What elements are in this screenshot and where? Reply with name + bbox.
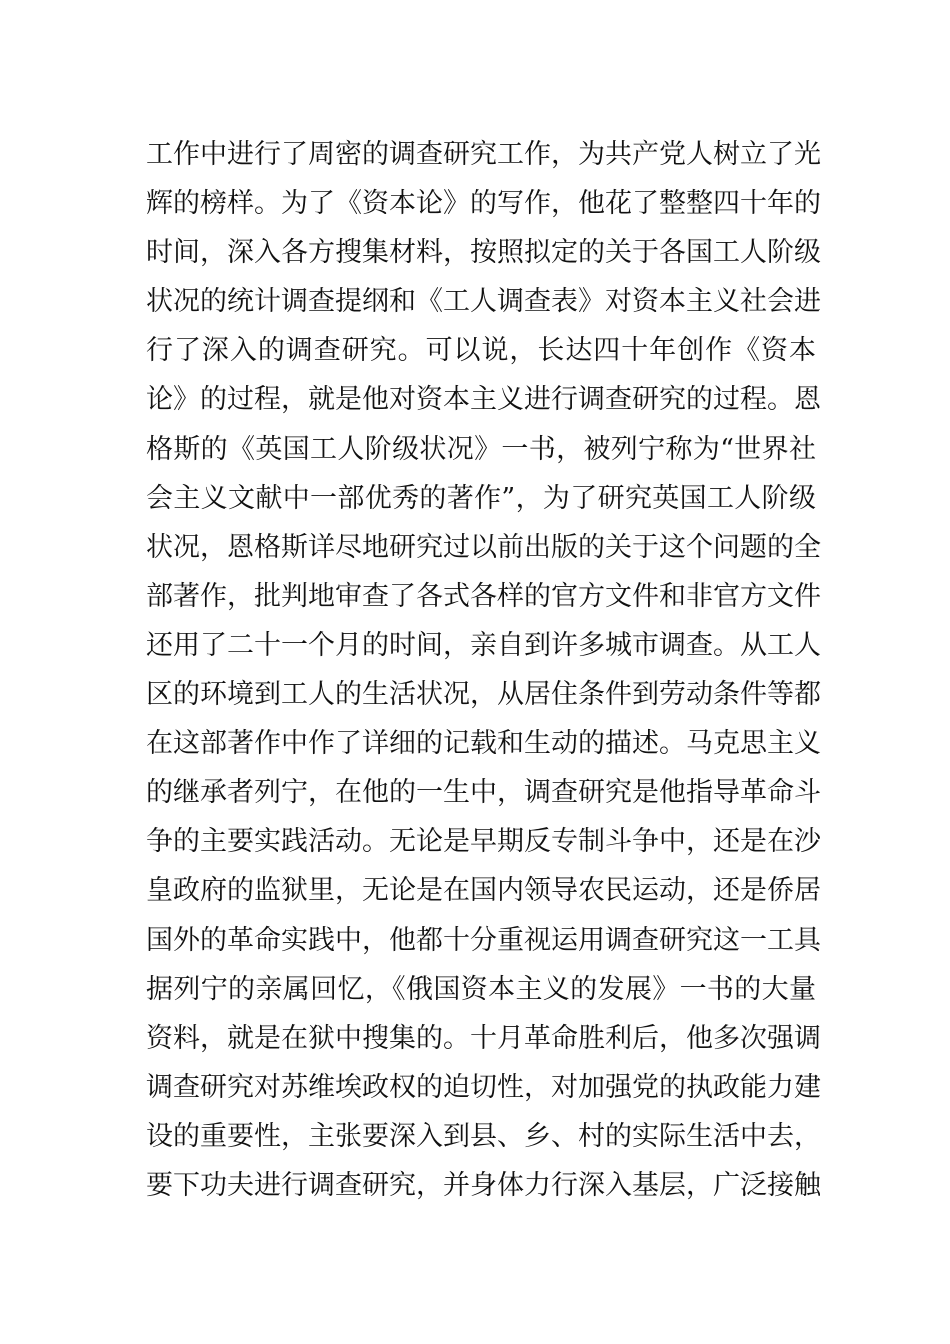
text-line: 论》的过程，就是他对资本主义进行调查研究的过程。恩 [146,384,821,416]
text-line: 状况的统计调查提纲和《工人调查表》对资本主义社会进 [146,286,821,318]
text-line: 争的主要实践活动。无论是早期反专制斗争中，还是在沙 [146,826,821,858]
body-paragraph [146,130,821,1210]
text-line: 状况，恩格斯详尽地研究过以前出版的关于这个问题的全 [146,531,821,563]
text-line: 资料，就是在狱中搜集的。十月革命胜利后，他多次强调 [146,1022,821,1054]
text-line: 要下功夫进行调查研究，并身体力行深入基层，广泛接触 [146,1169,821,1201]
text-line: 的继承者列宁，在他的一生中，调查研究是他指导革命斗 [146,777,821,809]
text-line: 皇政府的监狱里，无论是在国内领导农民运动，还是侨居 [146,875,821,907]
text-line: 会主义文献中一部优秀的著作”，为了研究英国工人阶级 [146,482,816,514]
text-line: 辉的榜样。为了《资本论》的写作，他花了整整四十年的 [146,188,821,220]
text-line: 格斯的《英国工人阶级状况》一书，被列宁称为“世界社 [146,433,816,465]
text-line: 还用了二十一个月的时间，亲自到许多城市调查。从工人 [146,629,821,661]
text-line: 调查研究对苏维埃政权的迫切性，对加强党的执政能力建 [146,1071,821,1103]
text-line: 在这部著作中作了详细的记载和生动的描述。马克思主义 [146,728,821,760]
text-line: 工作中进行了周密的调查研究工作，为共产党人树立了光 [146,139,821,170]
text-line: 部著作，批判地审查了各式各样的官方文件和非官方文件 [146,580,821,612]
text-line: 设的重要性，主张要深入到县、乡、村的实际生活中去， [146,1120,821,1152]
text-line: 据列宁的亲属回忆，《俄国资本主义的发展》一书的大量 [146,973,816,1005]
text-line: 区的环境到工人的生活状况，从居住条件到劳动条件等都 [146,679,821,711]
text-line: 时间，深入各方搜集材料，按照拟定的关于各国工人阶级 [146,237,821,269]
text-line: 行了深入的调查研究。可以说，长达四十年创作《资本 [146,335,816,367]
text-line: 国外的革命实践中，他都十分重视运用调查研究这一工具 [146,924,821,956]
